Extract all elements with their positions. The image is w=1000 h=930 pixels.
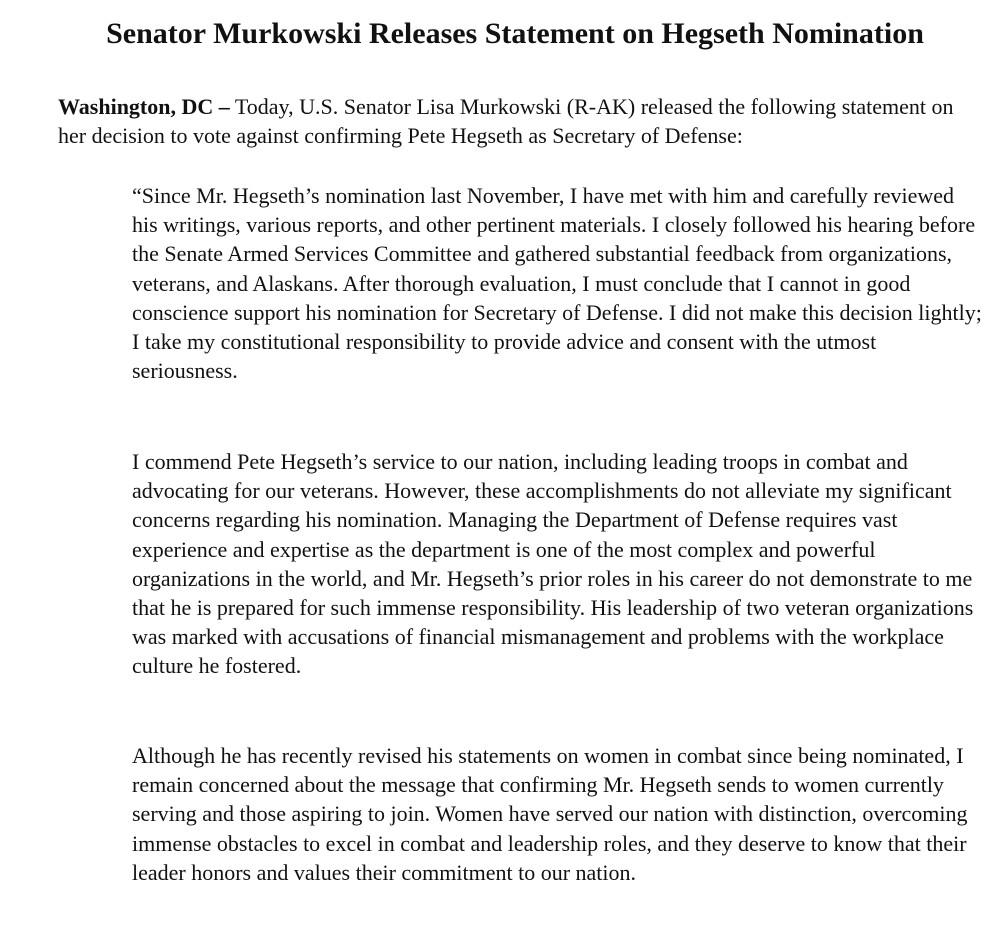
- quote-paragraph-1: “Since Mr. Hegseth’s nomination last November, I have met with him and carefully reviewed his writings, various reports, and other pertinent materials. I closely followed his hearing before the Senate Armed Services Committee and gathered substantial feedback from organizations, veterans, and Alaskans. After thorough evaluation, I must conclude that I cannot in good conscience support his nomination for Secretary of Defense. I did not make this decision lightly; I take my constitutional responsibility to provide advice and consent with the utmost seriousness.: [132, 183, 982, 384]
- quote-paragraph-3: Although he has recently revised his statements on women in combat since being nominated, I remain concerned about the message that confirming Mr. Hegseth sends to women currently serving and those aspiring to join. Women have served our nation with distinction, overcoming immense obstacles to excel in combat and leadership roles, and they deserve to know that their leader honors and values their commitment to our nation.: [132, 743, 968, 885]
- quote-paragraph-2: I commend Pete Hegseth’s service to our nation, including leading troops in combat and advocating for our veterans. However, these accomplishments do not alleviate my significant concerns regarding his nomination. Managing the Department of Defense requires vast experience and expertise as the department is one of the most complex and powerful organizations in the world, and Mr. Hegseth’s prior roles in his career do not demonstrate to me that he is prepared for such immense responsibility. His leadership of two veteran organizations was marked with accusations of financial mismanagement and problems with the workplace culture he fostered.: [132, 449, 974, 679]
- lead-paragraph: [58, 92, 978, 150]
- page-title: Senator Murkowski Releases Statement on Hegseth Nomination: [106, 17, 924, 50]
- dateline: Washington, DC –: [58, 94, 230, 119]
- lead-text: Today, U.S. Senator Lisa Murkowski (R-AK) released the following statement on her decision to vote against confirming Pete Hegseth as Secretary of Defense:: [58, 94, 954, 148]
